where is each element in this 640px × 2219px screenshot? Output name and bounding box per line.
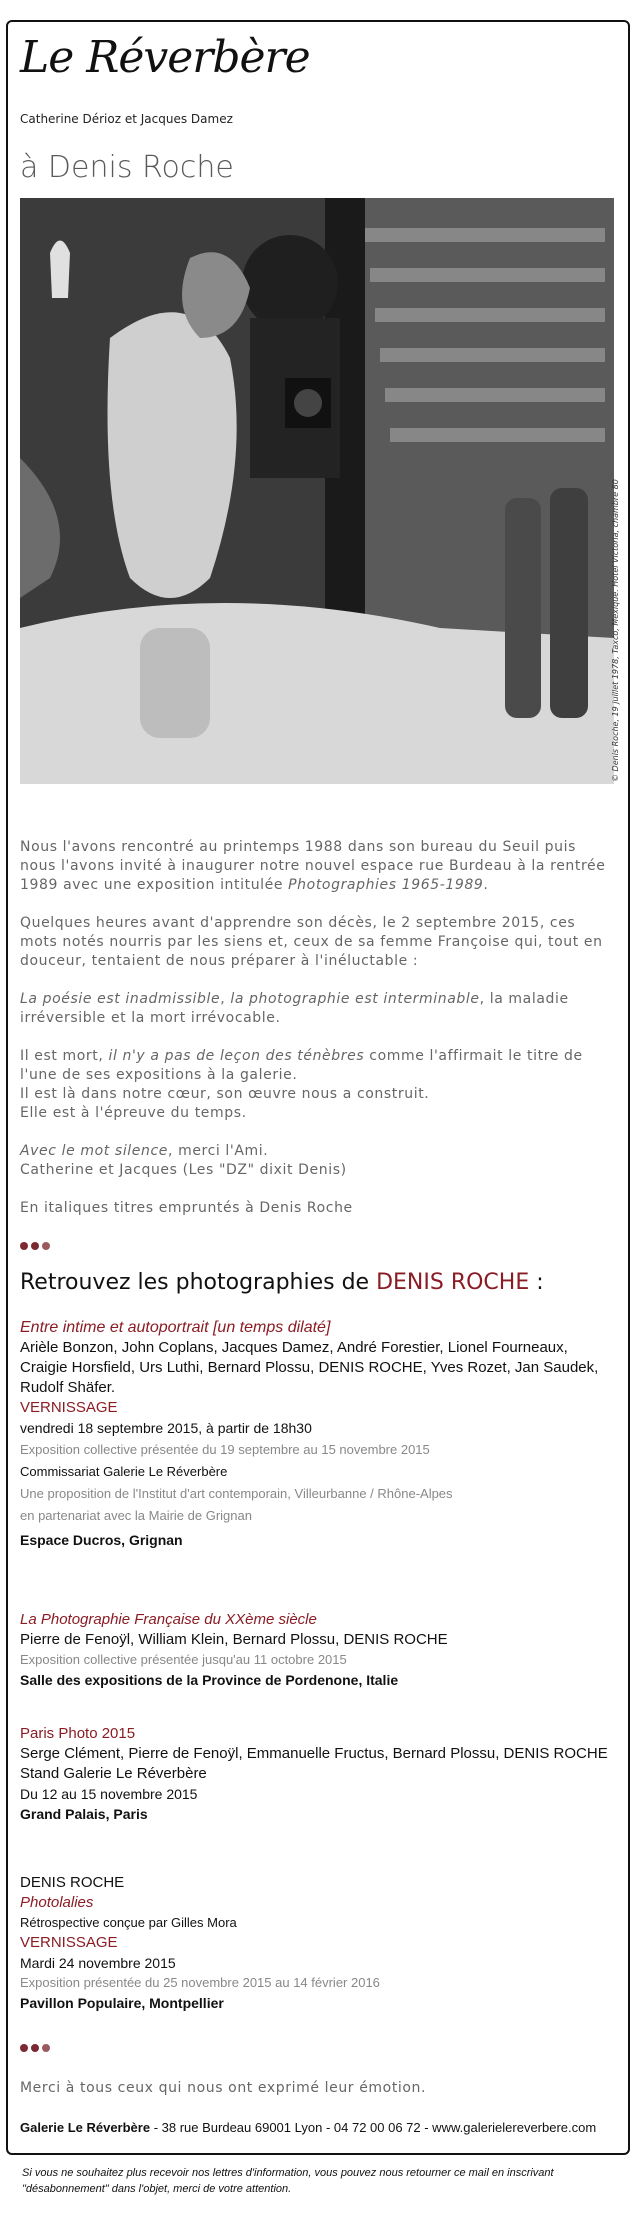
unsubscribe-note: Si vous ne souhaitez plus recevoir nos lettres d'information, vous pouvez nous retourner ce mail en inscrivant "désabonnement" dans l'objet, merci de votre attention. [22, 2167, 554, 2195]
quote-tenebres: il n'y a pas de leçon des ténèbres [108, 1048, 365, 1064]
separator-dots [20, 1242, 50, 1250]
dot [42, 1242, 50, 1250]
signature-line: Catherine et Jacques (Les "DZ" dixit Denis) [20, 1162, 347, 1178]
dot [31, 2044, 39, 2052]
heading-artist-name: DENIS ROCHE [376, 1270, 530, 1295]
footer [20, 2120, 620, 2135]
event-exposition: Exposition présentée du 25 novembre 2015 au 14 février 2016 [20, 1975, 380, 1990]
event-artists: Serge Clément, Pierre de Fenoÿl, Emmanuelle Fructus, Bernard Plossu, DENIS ROCHE [20, 1745, 608, 1762]
intro-paragraph-6: En italiques titres empruntés à Denis Roche [20, 1200, 353, 1216]
event-proposition: Une proposition de l'Institut d'art contemporain, Villeurbanne / Rhône-Alpes [20, 1486, 453, 1501]
quote-photographie: la photographie est interminable [230, 991, 480, 1007]
intro-line: Il est là dans notre cœur, son œuvre nous a construit. [20, 1086, 430, 1102]
event-title: Paris Photo 2015 [20, 1725, 136, 1742]
quote-silence: Avec le mot silence [20, 1143, 168, 1159]
heading-colon: : [529, 1270, 544, 1295]
intro-line: Elle est à l'épreuve du temps. [20, 1105, 247, 1121]
page-title: à Denis Roche [20, 150, 234, 185]
event-paris-photo [20, 1724, 616, 1824]
event-partenariat: en partenariat avec la Mairie de Grignan [20, 1508, 252, 1523]
event-stand: Stand Galerie Le Réverbère [20, 1765, 207, 1782]
event-venue: Salle des expositions de la Province de Pordenone, Italie [20, 1672, 399, 1688]
intro-text: comme l'affirmait le titre de l'une de ses expositions à la galerie. [20, 1048, 583, 1083]
dot [20, 1242, 28, 1250]
section-heading [20, 1270, 544, 1295]
event-date: Mardi 24 novembre 2015 [20, 1955, 176, 1971]
event-venue: Espace Ducros, Grignan [20, 1532, 183, 1548]
closing-message: Merci à tous ceux qui nous ont exprimé leur émotion. [20, 2080, 427, 2096]
vernissage-label: VERNISSAGE [20, 1399, 118, 1416]
intro-italic-title: Photographies 1965-1989 [288, 877, 484, 893]
intro-text: , la maladie irréversible et la mort irrévocable. [20, 991, 569, 1026]
gallery-logo: Le Réverbère [20, 32, 310, 83]
dot [31, 1242, 39, 1250]
separator-dots [20, 2044, 50, 2052]
intro-paragraph-2: Quelques heures avant d'apprendre son décès, le 2 septembre 2015, ces mots notés nourris par les siens et, ceux de sa femme Françoise qui, tout en douceur, tentaient de nous préparer à l'inéluctable : [20, 915, 603, 969]
event-exposition: Exposition collective présentée du 19 septembre au 15 novembre 2015 [20, 1442, 430, 1457]
event-venue: Grand Palais, Paris [20, 1806, 148, 1822]
footer-gallery-name: Galerie Le Réverbère [20, 2120, 151, 2135]
footer-address-link[interactable]: - 38 rue Burdeau 69001 Lyon - 04 72 00 06 72 - www.galerielereverbere.com [150, 2120, 597, 2135]
intro-paragraph-5 [20, 1142, 616, 1180]
event-retrospective: Rétrospective conçue par Gilles Mora [20, 1915, 237, 1930]
event-artists: Pierre de Fenoÿl, William Klein, Bernard Plossu, DENIS ROCHE [20, 1631, 448, 1648]
intro-text-end: . [483, 877, 489, 893]
intro-text: , merci l'Ami. [168, 1143, 269, 1159]
dot [20, 2044, 28, 2052]
event-exposition: Exposition collective présentée jusqu'au 11 octobre 2015 [20, 1652, 347, 1667]
quote-poesie: La poésie est inadmissible [20, 991, 221, 1007]
event-date: vendredi 18 septembre 2015, à partir de 18h30 [20, 1420, 312, 1436]
vernissage-label: VERNISSAGE [20, 1934, 118, 1951]
event-montpellier [20, 1873, 616, 2013]
event-pordenone [20, 1610, 616, 1690]
event-commissariat: Commissariat Galerie Le Réverbère [20, 1464, 228, 1479]
event-title: La Photographie Française du XXème siècle [20, 1611, 317, 1628]
newsletter-frame [6, 20, 630, 2155]
event-title: Photolalies [20, 1894, 94, 1911]
dot [42, 2044, 50, 2052]
intro-paragraph-4 [20, 1047, 616, 1123]
intro-text: Nous l'avons rencontré au printemps 1988 dans son bureau du Seuil puis nous l'avons invité à inaugurer notre nouvel espace rue Burdeau à la rentrée 1989 avec une exposition intitulée [20, 839, 606, 893]
intro-paragraph-3 [20, 990, 616, 1028]
event-venue: Pavillon Populaire, Montpellier [20, 1995, 224, 2011]
intro-paragraph-1 [20, 838, 616, 895]
heading-text: Retrouvez les photographies de [20, 1270, 377, 1295]
event-artist: DENIS ROCHE [20, 1874, 125, 1891]
owners-line: Catherine Dérioz et Jacques Damez [20, 112, 233, 126]
photo-credit: © Denis Roche, 19 juillet 1978, Taxco, Mexique. Hotel Victoria, chambre 80 [611, 479, 620, 782]
intro-text: Il est mort, [20, 1048, 109, 1064]
event-date: Du 12 au 15 novembre 2015 [20, 1786, 198, 1802]
photo-illustration [20, 198, 614, 784]
event-title: Entre intime et autoportrait [un temps dilaté] [20, 1319, 331, 1336]
main-photograph [20, 198, 614, 784]
event-artists: Arièle Bonzon, John Coplans, Jacques Damez, André Forestier, Lionel Fourneaux, Craigie Horsfield, Urs Luthi, Bernard Plossu, DENIS ROCHE, Yves Rozet, Jan Saudek, Rudolf Shäfer. [20, 1339, 599, 1396]
comma: , [220, 991, 231, 1007]
event-grignan [20, 1318, 616, 1550]
